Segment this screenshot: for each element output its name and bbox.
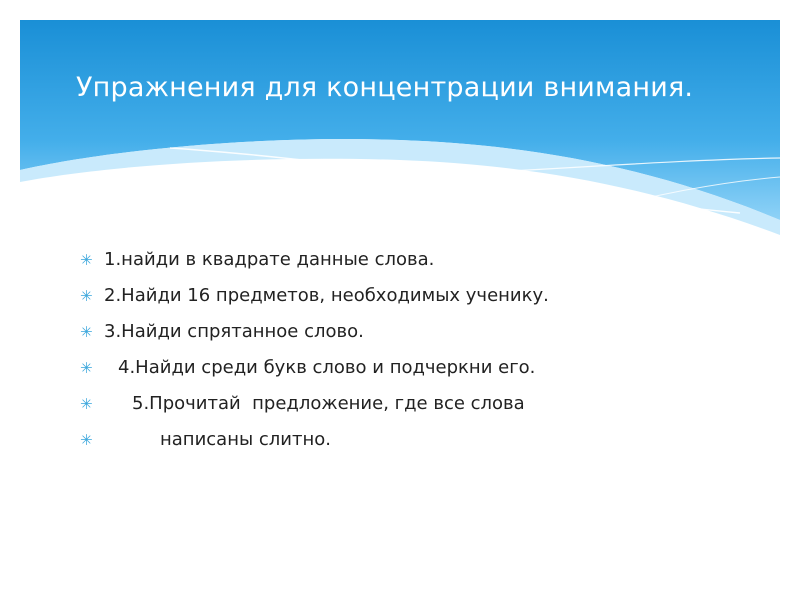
list-item [80, 314, 760, 350]
list-item [80, 242, 760, 278]
asterisk-bullet-icon: ✳ [80, 431, 93, 449]
list-item [80, 350, 760, 386]
exercise-list [80, 242, 760, 458]
list-item-text: 3.Найди спрятанное слово. [104, 321, 364, 342]
list-item [80, 278, 760, 314]
list-item [80, 386, 760, 422]
asterisk-bullet-icon: ✳ [80, 359, 93, 377]
header-wave-background [20, 20, 780, 250]
asterisk-bullet-icon: ✳ [80, 395, 93, 413]
list-item-text: написаны слитно. [160, 429, 331, 450]
list-item-text: 2.Найди 16 предметов, необходимых ученику. [104, 285, 549, 306]
list-item-text: 1.найди в квадрате данные слова. [104, 249, 435, 270]
asterisk-bullet-icon: ✳ [80, 251, 93, 269]
slide-canvas [20, 20, 780, 580]
list-item [80, 422, 760, 458]
asterisk-bullet-icon: ✳ [80, 287, 93, 305]
asterisk-bullet-icon: ✳ [80, 323, 93, 341]
list-item-text: 4.Найди среди букв слово и подчеркни его. [118, 357, 536, 378]
slide-title: Упражнения для концентрации внимания. [76, 72, 694, 103]
list-item-text: 5.Прочитай предложение, где все слова [132, 393, 525, 414]
